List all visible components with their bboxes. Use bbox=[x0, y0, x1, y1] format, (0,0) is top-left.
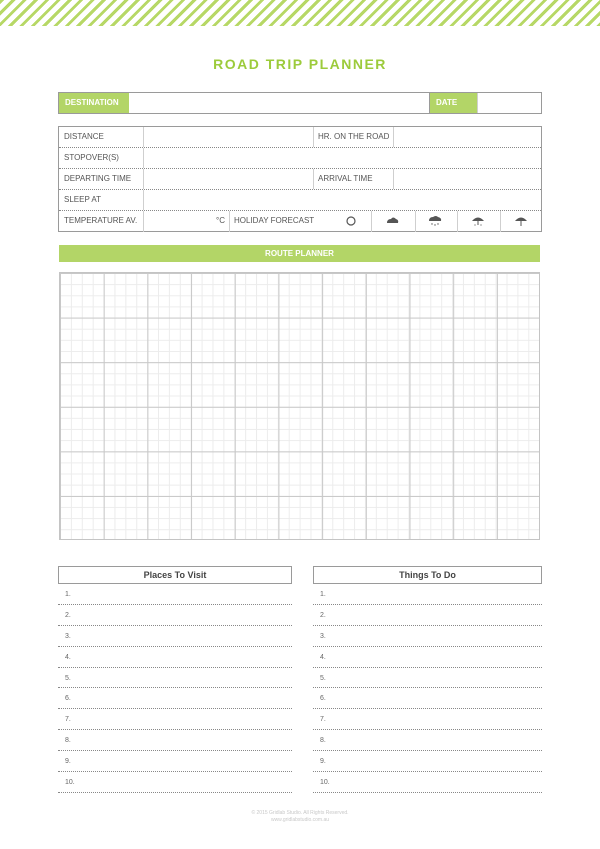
divider bbox=[143, 211, 144, 232]
date-divider bbox=[477, 93, 478, 113]
row-sleep bbox=[59, 190, 541, 211]
list-item[interactable]: 7. bbox=[58, 709, 292, 730]
page-title: ROAD TRIP PLANNER bbox=[213, 56, 387, 72]
divider bbox=[371, 211, 372, 232]
footer bbox=[0, 810, 600, 824]
divider bbox=[393, 169, 394, 189]
row-stopovers bbox=[59, 148, 541, 169]
divider bbox=[143, 190, 144, 210]
divider bbox=[500, 211, 501, 232]
distance-label: DISTANCE bbox=[64, 132, 104, 141]
row-departing bbox=[59, 169, 541, 190]
temperature-label: TEMPERATURE AV. bbox=[64, 216, 138, 225]
list-item[interactable]: 2. bbox=[58, 605, 292, 626]
rain-icon bbox=[428, 215, 442, 227]
list-item[interactable]: 5. bbox=[58, 668, 292, 689]
divider bbox=[143, 148, 144, 168]
route-planner-grid[interactable] bbox=[59, 272, 540, 540]
holiday-forecast-label: HOLIDAY FORECAST bbox=[234, 216, 315, 225]
row-distance bbox=[59, 127, 541, 148]
things-to-do-header: Things To Do bbox=[313, 566, 542, 584]
arrival-time-label: ARRIVAL TIME bbox=[318, 174, 373, 183]
website-text: www.gridlabstudio.com.au bbox=[270, 817, 330, 823]
places-to-visit-header: Places To Visit bbox=[58, 566, 292, 584]
list-item[interactable]: 10. bbox=[313, 772, 542, 793]
list-item[interactable]: 6. bbox=[313, 688, 542, 709]
route-planner-header: ROUTE PLANNER bbox=[59, 245, 540, 262]
list-item[interactable]: 6. bbox=[58, 688, 292, 709]
list-item[interactable]: 2. bbox=[313, 605, 542, 626]
sun-icon bbox=[344, 215, 358, 227]
temp-unit: °C bbox=[216, 216, 225, 225]
partly-cloudy-icon bbox=[385, 215, 399, 227]
list-item[interactable]: 9. bbox=[313, 751, 542, 772]
stopovers-label: STOPOVER(S) bbox=[64, 153, 119, 162]
list-item[interactable]: 7. bbox=[313, 709, 542, 730]
list-item[interactable]: 1. bbox=[58, 584, 292, 605]
divider bbox=[143, 169, 144, 189]
destination-label: DESTINATION bbox=[59, 93, 129, 113]
row-temperature bbox=[59, 211, 541, 232]
list-item[interactable]: 3. bbox=[58, 626, 292, 647]
copyright-text: © 2015 Gridlab Studio. All Rights Reserved. bbox=[251, 810, 349, 816]
divider bbox=[143, 127, 144, 147]
list-item[interactable]: 1. bbox=[313, 584, 542, 605]
list-item[interactable]: 3. bbox=[313, 626, 542, 647]
date-label: DATE bbox=[429, 93, 477, 113]
list-item[interactable]: 10. bbox=[58, 772, 292, 793]
decorative-stripes bbox=[0, 0, 600, 26]
list-item[interactable]: 4. bbox=[58, 647, 292, 668]
sleep-at-label: SLEEP AT bbox=[64, 195, 102, 204]
departing-time-label: DEPARTING TIME bbox=[64, 174, 132, 183]
things-to-do-list bbox=[313, 584, 542, 793]
list-item[interactable]: 8. bbox=[313, 730, 542, 751]
divider bbox=[415, 211, 416, 232]
divider bbox=[393, 127, 394, 147]
destination-date-bar bbox=[58, 92, 542, 114]
list-item[interactable]: 5. bbox=[313, 668, 542, 689]
trip-info-table bbox=[58, 126, 542, 232]
list-item[interactable]: 4. bbox=[313, 647, 542, 668]
places-to-visit-list bbox=[58, 584, 292, 793]
list-item[interactable]: 8. bbox=[58, 730, 292, 751]
divider bbox=[457, 211, 458, 232]
storm-umbrella-icon bbox=[514, 215, 528, 227]
snow-umbrella-icon bbox=[471, 215, 485, 227]
list-item[interactable]: 9. bbox=[58, 751, 292, 772]
hours-on-road-label: HR. ON THE ROAD bbox=[318, 132, 390, 141]
